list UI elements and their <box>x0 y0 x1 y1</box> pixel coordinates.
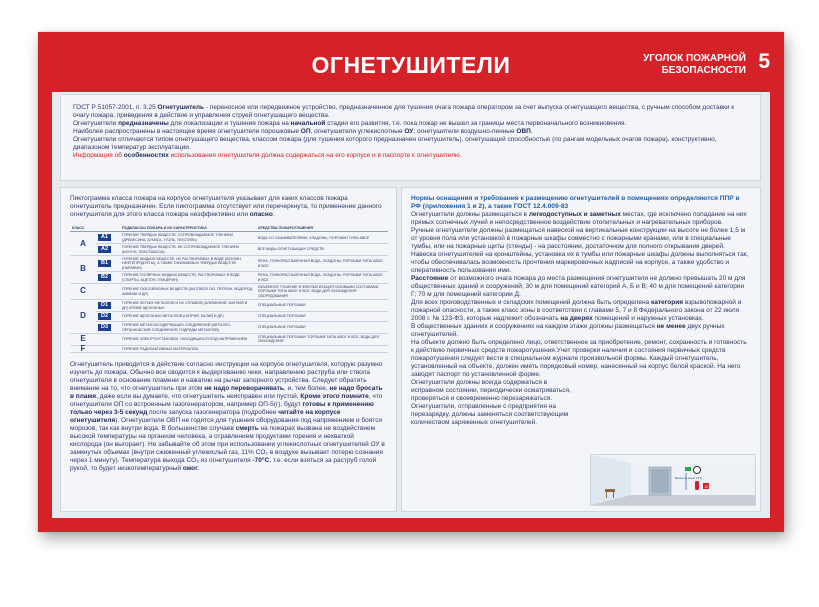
fire-subclass-cell <box>96 232 120 244</box>
intro-bold: предназначены <box>118 120 169 127</box>
extinguisher-icon <box>695 481 699 490</box>
fire-subclass-description: ГОРЕНИЕ ТВЕРДЫХ ВЕЩЕСТВ, НЕ СОПРОВОЖДАЕМОЕ ТЛЕНИЕМ (КАУЧУК, ПЛАСТМАССА) <box>120 244 256 256</box>
usage-bold: не надо переворачивать <box>204 385 284 393</box>
table-header-row <box>70 225 388 232</box>
intro-paragraph-2 <box>73 120 748 128</box>
table-row <box>70 322 388 334</box>
intro-bold: ОУ <box>404 128 414 135</box>
extinguishing-means: ПЕНА, ТОНКОРАСПЫЛЕННАЯ ВОДА, ХЛАДОНЫ, ПОРОШКИ ТИПА АВСЕ И ВСЕ <box>256 256 388 272</box>
corner-label-line1: УГОЛОК ПОЖАРНОЙ <box>643 53 746 64</box>
door-panel <box>651 469 669 493</box>
placement-bold: на дверях <box>560 315 593 322</box>
intro-paragraph-1 <box>73 104 748 120</box>
fire-subclass-description: ГОРЕНИЕ ТВЕРДЫХ ВЕЩЕСТВ, СОПРОВОЖДАЕМОЕ ТЛЕНИЕМ (ДРЕВЕСИНА, БУМАГА, УГОЛЬ, ТЕКСТИЛЬ) <box>120 232 256 244</box>
table-row <box>70 244 388 256</box>
intro-bold: ОП <box>300 128 311 135</box>
fire-subclass-description: ГОРЕНИЕ МЕТАЛЛОСОДЕРЖАЩИХ СОЕДИНЕНИЙ (МЕТАЛЛО-ОРГАНИЧЕСКИЕ СОЕДИНЕНИЯ, ГИДРИДЫ МЕТАЛЛОВ) <box>120 322 256 334</box>
fire-class-letter: D <box>70 300 96 334</box>
table-row <box>70 272 388 284</box>
intro-text: Наиболее распространены в настоящее время огнетушители порошковые <box>73 128 301 135</box>
intro-panel <box>60 94 761 181</box>
clock-face <box>694 467 700 473</box>
usage-text: . <box>197 465 200 473</box>
placement-paragraph-3: Навеска огнетушителей на кронштейны, установка их в тумбы или пожарные шкафы должны выполняться так, чтобы обеспечивалась возможность прочтения маркировочных надписей на корпусе, а также удобство и оперативность пользования ими. <box>411 251 749 274</box>
table-row <box>70 300 388 312</box>
fire-class-letter: F <box>70 345 96 352</box>
intro-text: , огнетушители воздушно-пенные <box>413 128 517 135</box>
intro-definition: - переносное или передвижное устройство, предназначенное для тушения очага пожара оператором за счет выпуска огнетушащего вещества, с ручным способом доставки к очагу пожара, приведения в действие и управления струей огнетушащего вещества. <box>73 104 735 119</box>
intro-text: Огнетушители <box>73 120 119 127</box>
placement-paragraph-7: На объекте должно быть определено лицо, ответственное за приобретение, ремонт, сохранность и готовность к действию первичных средств пожаротушения.Учет проверки наличия и состояния первичных средств пожаротушения следует вести в специальном журнале произвольной формы. Каждый огнетушитель, установленный на объекте, должен иметь порядковый номер, нанесенный на корпус белой краской. На него заводят паспорт по установленной форме. <box>411 339 747 378</box>
usage-text: на пожарах вызвана не воздействием высокой температуры на организм человека, а отравлением продуктами горения и нехваткой кислорода (он выгорает). Не забывайте об этом при использовании углекислотных огнетушителей ОУ в замкнутых объемах (внутри сжиженный углекислый газ, 11% CO₂ в воздухе вызывает потерю сознания через 1 минуту). Температура выхода CO₂ из огнетушителя <box>70 425 385 465</box>
usage-text: Огнетушитель приводится в действие согласно инструкции на корпусе огнетушителя, которую разумно изучить до пожара. Обычно все сводится к выдергиванию чеки, направлению раструба или ствола огнетушителя в основание пламени и нажатию на рычаг запорного устройства. Следует обратить внимание на то, что огнетушитель при этом <box>70 361 383 393</box>
placement-bold: легкодоступных и заметных <box>528 211 621 218</box>
fire-subclass-cell <box>96 256 120 272</box>
usage-bold: не надо бросать в пламя <box>70 385 383 401</box>
extinguishing-means: СПЕЦИАЛЬНЫЕ ПОРОШКИ <box>256 322 388 334</box>
intro-paragraph-5 <box>73 152 748 160</box>
fire-subclass-cell <box>96 244 120 256</box>
table-header-cell: ПОДКЛАССЫ ПОЖАРА И ИХ ХАРАКТЕРИСТИКА <box>120 225 256 232</box>
table-header-cell: КЛАСС <box>70 225 120 232</box>
chair-leg <box>606 492 607 498</box>
fire-subclass-description: ГОРЕНИЕ ПОЛЯРНЫХ ЖИДКИХ ВЕЩЕСТВ, РАСТВОРИМЫХ В ВОДЕ (СПИРТЫ, АЦЕТОН, ГЛИЦЕРИН) <box>120 272 256 284</box>
usage-bold: ожог <box>182 465 198 473</box>
placement-paragraph-4 <box>411 275 751 299</box>
placement-bold: не менее <box>656 323 686 330</box>
intro-bold: начальной <box>290 120 326 127</box>
fire-class-letter: B <box>70 256 96 284</box>
pictogram-text: . <box>272 211 275 218</box>
fire-classes-panel <box>60 187 397 512</box>
chair-leg <box>613 492 614 498</box>
extinguishing-means: ПЕНА, ТОНКОРАСПЫЛЕННАЯ ВОДА, ХЛАДОНЫ, ПОРОШКИ ТИПА АВСЕ И ВСЕ <box>256 272 388 284</box>
extinguishing-means <box>256 345 388 352</box>
fire-class-letter: E <box>70 333 96 345</box>
usage-text: , что огнетушители ОП со встроенным газогенератором, например ОП-5(г), будут <box>70 393 383 409</box>
extinguishing-means: СПЕЦИАЛЬНЫЕ ПОРОШКИ <box>256 312 388 322</box>
usage-text: , даже если вы думаете, что огнетушитель неисправен или пустой. <box>96 393 301 401</box>
placement-bold: Расстояние <box>411 275 449 282</box>
intro-text: . <box>530 128 533 135</box>
fire-subclass-badge: B1 <box>98 260 111 267</box>
placement-paragraph-2: Ручные огнетушители должны размещаться навеской на вертикальные конструкции на высоте не более 1,5 м от уровня пола или установкой в пожарные шкафы совместно с пожарными кранами, или в специальные тумбы, или на пожарные щиты (стенды) - на расстоянии, достаточном для полного открывания дверей. <box>411 227 746 250</box>
intro-term: Огнетушитель <box>157 104 205 111</box>
intro-bold: ОВП <box>516 128 531 135</box>
table-row <box>70 312 388 322</box>
fire-subclass-badge: D3 <box>98 324 111 331</box>
fire-subclass-badge: A1 <box>98 234 111 241</box>
extinguisher-number: 10 <box>704 484 709 489</box>
fire-subclass-cell <box>96 284 120 300</box>
fire-subclass-cell <box>96 345 120 352</box>
placement-text: от возможного очага пожара до места размещения огнетушителя не должно превышать 20 м для общественных зданий и сооружений; 30 м для помещений категорий А, Б и В; 40 м для помещений категории Г; 70 м для помещений категории Д. <box>411 275 746 298</box>
intro-text: стадии его развития, т.е. пока пожар не вышел за границы места первоначального возникновения. <box>325 120 627 127</box>
intro-gost-ref: ГОСТ Р 51057-2001, п. 3.25 <box>73 104 158 111</box>
placement-text: взрывопожарной и пожарной опасности, а также класс зоны в соответствии с главами 5, 7 и 8 Федерального закона от 22 июля 2008 г. № 123-ФЗ, которые надлежит обозначать <box>411 299 742 322</box>
table-body <box>70 232 388 353</box>
usage-bold: смерть <box>235 425 259 433</box>
placement-paragraph-8: Огнетушители должны всегда содержаться в исправном состоянии, периодически осматриваться, проверяться и своевременно перезаряжаться. Огнетушители, отправленные с предприятия на перезарядку, должны заменяться соответствующим количеством заряженных огнетушителей. <box>411 379 571 426</box>
table-header-cell: СРЕДСТВА ПОЖАРОТУШЕНИЯ <box>256 225 388 232</box>
placement-text: В общественных зданиях и сооружениях на каждом этаже должны размещаться <box>411 323 657 330</box>
fire-class-letter: C <box>70 284 96 300</box>
fire-classes-table <box>70 225 388 353</box>
chair-seat <box>605 489 615 492</box>
placement-text: Огнетушители должны размещаться в <box>411 211 529 218</box>
usage-text: , и, тем более, <box>283 385 330 393</box>
placement-heading: Нормы оснащения и требования к размещению огнетушителей в помещениях определяются ППР в РФ (приложения 1 и 2), а также ГОСТ 12.4.009-83 <box>411 195 740 210</box>
fire-subclass-description: ГОРЕНИЕ РАДИОАКТИВНЫХ МАТЕРИАЛОВ <box>120 345 256 352</box>
placement-paragraph-6 <box>411 323 751 339</box>
extinguishing-means: ВОДА СО СМАЧИВАТЕЛЯМИ, ХЛАДОНЫ, ПОРОШКИ ТИПА АВСЕ <box>256 232 388 244</box>
fire-subclass-description: ГОРЕНИЕ ЭЛЕКТРОУСТАНОВОК, НАХОДЯЩИХСЯ ПОД НАПРЯЖЕНИЕМ <box>120 333 256 345</box>
fire-subclass-description: ГОРЕНИЕ ГАЗООБРАЗНЫХ ВЕЩЕСТВ (БЫТОВОЙ ГАЗ, ПРОПАН, ВОДОРОД, АММИАК И ДР.) <box>120 284 256 300</box>
fire-subclass-cell <box>96 312 120 322</box>
extinguishing-means: СПЕЦИАЛЬНЫЕ ПОРОШКИ <box>256 300 388 312</box>
pictogram-text: Пиктограмма класса пожара на корпусе огнетушителя указывает для каких классов пожара огнетушитель предназначен. Если пиктограмма отсутствует или перечеркнута, то <box>70 195 348 210</box>
placement-bold: категория <box>650 299 684 306</box>
corner-number: 5 <box>758 50 770 73</box>
intro-paragraph-3 <box>73 128 748 136</box>
table-row <box>70 256 388 272</box>
corner-label-line2: БЕЗОПАСНОСТИ <box>661 65 746 76</box>
fire-subclass-badge: A2 <box>98 246 111 253</box>
fire-subclass-badge: D1 <box>98 302 111 309</box>
table-row <box>70 333 388 345</box>
room-illustration <box>591 455 755 505</box>
intro-text: для локализации и тушения пожара на <box>168 120 291 127</box>
placement-illustration <box>590 454 756 506</box>
fire-subclass-cell <box>96 300 120 312</box>
placement-text: двух ручных огнетушителей. <box>411 323 725 338</box>
exit-sign <box>685 467 691 471</box>
extinguishing-means: ВСЕ ВИДЫ ОГНЕТУШАЩИХ СРЕДСТВ <box>256 244 388 256</box>
pictogram-paragraph <box>70 195 387 219</box>
intro-note-bold: особенностях <box>123 152 169 159</box>
fire-subclass-description: ГОРЕНИЕ ЩЕЛОЧНЫХ МЕТАЛЛОВ (НАТРИЙ, КАЛИЙ И ДР.) <box>120 312 256 322</box>
pictogram-danger-word: опасно <box>249 211 273 218</box>
placement-text: Для всех производственных и складских помещений должна быть определена <box>411 299 651 306</box>
table-row <box>70 284 388 300</box>
usage-bold: читайте на корпусе огнетушителя <box>70 409 341 425</box>
pictogram-text: применение данного огнетушителя для этого класса пожара неэффективно или <box>70 203 382 218</box>
placement-text: помещений и наружных установках. <box>592 315 704 322</box>
usage-bold: готовы к применению только через 3-5 секунд <box>70 401 374 417</box>
extinguishing-means: СПЕЦИАЛЬНЫЕ ПОРОШКИ, ТОРОШКИ ТИПА АВСЕ И ВСЕ, ВОДА ДЛЯ ОХЛАЖДЕНИЯ <box>256 333 388 345</box>
fire-class-letter: A <box>70 232 96 256</box>
height-label: Высота не выше 1,5 м <box>675 477 702 480</box>
fire-subclass-badge: D2 <box>98 313 111 320</box>
usage-bold: -70°С <box>252 457 270 465</box>
fire-subclass-description: ГОРЕНИЕ ЛЕГКИХ МЕТАЛЛОВ И ИХ СПЛАВОВ (АЛЮМИНИЙ, МАГНИЙ И ДР.) КРОМЕ ЩЕЛОЧНЫХ <box>120 300 256 312</box>
placement-paragraph-5 <box>411 299 751 323</box>
placement-text: местах, где исключено попадание на них прямых солнечных лучей и непосредственное воздействие отопительных и нагревательных приборов. <box>411 211 747 226</box>
placement-paragraph-1 <box>411 211 751 227</box>
intro-paragraph-4: Огнетушители отличаются типом огнетушащего вещества, классом пожара (для тушения которого предназначен огнетушитель), огнетушащей способностью (по рангам модельных очагов пожара), конструктивно, диапазоном температур эксплуатации. <box>73 136 717 151</box>
usage-paragraph <box>70 361 387 473</box>
extinguishing-means: ОБЪЕМНОЕ ТУШЕНИЕ И ФЛЕГМАТИЗАЦИЯ ГАЗОВЫМИ СОСТАВАМИ, ПОРОШКИ ТИПА АВСЕ И ВСЕ, ВОДА ДЛЯ ОХЛАЖДЕНИЯ ОБОРУДОВАНИЯ <box>256 284 388 300</box>
poster-board <box>38 32 784 532</box>
fire-subclass-cell <box>96 322 120 334</box>
fire-subclass-cell <box>96 272 120 284</box>
fire-subclass-description: ГОРЕНИЕ ЖИДКИХ ВЕЩЕСТВ, НЕ РАСТВОРИМЫХ В ВОДЕ (БЕНЗИН, НЕФТЕПРОДУКТЫ), А ТАКЖЕ СЖИЖАЕМЫХ ТВЕРДЫХ ВЕЩЕСТВ (ПАРАФИН) <box>120 256 256 272</box>
usage-text: , т.е. если взяться за раструб голой рукой, то будет низкотемпературный <box>70 457 377 473</box>
fire-subclass-badge: B2 <box>98 274 111 281</box>
page-title: ОГНЕТУШИТЕЛИ <box>311 52 511 78</box>
intro-text: , огнетушители углекислотные <box>310 128 405 135</box>
fire-subclass-cell <box>96 333 120 345</box>
table-row <box>70 345 388 352</box>
table-row <box>70 232 388 244</box>
intro-note: использования огнетушителя должна содержаться на его корпусе и в паспорте к огнетушителю. <box>168 152 462 159</box>
usage-red-bold: Кроме этого помните <box>300 393 369 401</box>
usage-text: после запуска газогенератора (подробнее <box>147 409 279 417</box>
placement-panel <box>401 187 761 512</box>
intro-note: Информация об <box>73 152 124 159</box>
usage-text: ). Огнетушители ОВП не годятся для тушения оборудования под напряжением и боятся морозов, так как внутри вода. В большинстве случаев <box>70 417 382 433</box>
